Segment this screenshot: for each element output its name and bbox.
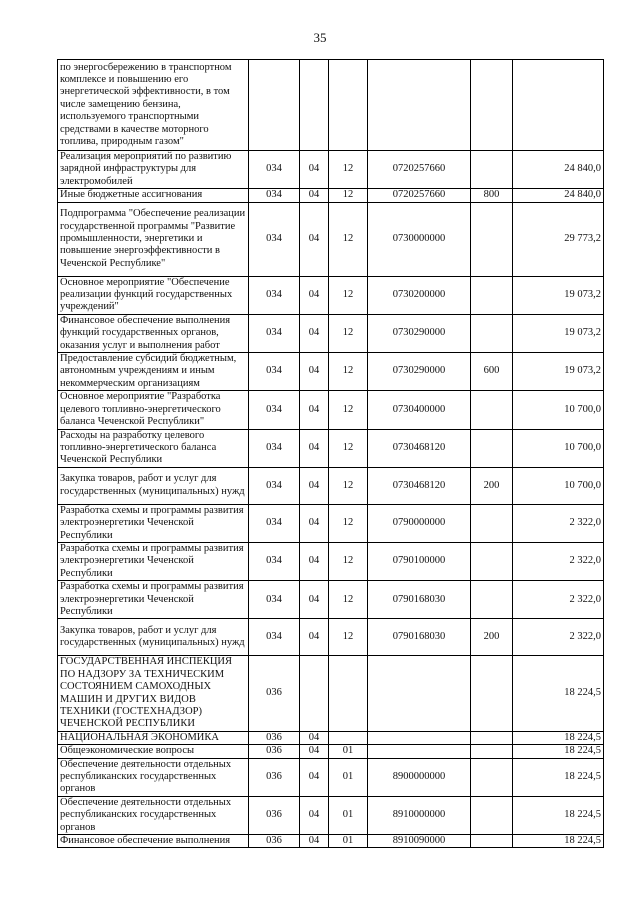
row-pr <box>329 656 368 731</box>
row-csr <box>368 745 471 758</box>
row-vr <box>471 60 513 151</box>
row-csr: 0730200000 <box>368 276 471 314</box>
table-row <box>58 796 604 834</box>
table-row <box>58 656 604 731</box>
row-csr: 0730468120 <box>368 429 471 467</box>
row-sum: 10 700,0 <box>513 467 604 504</box>
row-csr: 0790168030 <box>368 619 471 656</box>
row-sum: 18 224,5 <box>513 835 604 848</box>
row-ved: 036 <box>249 796 300 834</box>
row-name: Финансовое обеспечение выполнения функций государственных органов, оказания услуг и выполнения работ <box>58 314 249 352</box>
row-sum: 2 322,0 <box>513 581 604 619</box>
table-row <box>58 202 604 276</box>
row-vr <box>471 314 513 352</box>
row-sum: 2 322,0 <box>513 619 604 656</box>
row-rz <box>300 60 329 151</box>
row-ved: 034 <box>249 189 300 202</box>
row-csr <box>368 656 471 731</box>
row-name: Подпрограмма "Обеспечение реализации государственной программы "Развитие промышленности, энергетики и повышение энергоэффективности в Чеченской Республике" <box>58 202 249 276</box>
row-pr: 01 <box>329 745 368 758</box>
row-sum: 24 840,0 <box>513 151 604 189</box>
row-ved: 034 <box>249 619 300 656</box>
row-csr: 0730468120 <box>368 467 471 504</box>
row-vr <box>471 429 513 467</box>
row-pr: 12 <box>329 391 368 429</box>
row-ved: 034 <box>249 276 300 314</box>
row-vr: 600 <box>471 353 513 391</box>
row-rz: 04 <box>300 276 329 314</box>
row-ved: 034 <box>249 429 300 467</box>
row-ved: 034 <box>249 202 300 276</box>
row-name: Реализация мероприятий по развитию зарядной инфраструктуры для электромобилей <box>58 151 249 189</box>
row-rz: 04 <box>300 151 329 189</box>
row-vr <box>471 796 513 834</box>
table-row <box>58 429 604 467</box>
row-ved: 034 <box>249 353 300 391</box>
table-row <box>58 758 604 796</box>
row-pr: 12 <box>329 151 368 189</box>
row-pr: 01 <box>329 835 368 848</box>
row-name: Иные бюджетные ассигнования <box>58 189 249 202</box>
row-csr: 0730000000 <box>368 202 471 276</box>
row-pr: 12 <box>329 429 368 467</box>
row-sum: 19 073,2 <box>513 353 604 391</box>
table-row <box>58 467 604 504</box>
row-pr: 12 <box>329 276 368 314</box>
row-vr <box>471 542 513 580</box>
row-sum: 19 073,2 <box>513 276 604 314</box>
row-vr <box>471 731 513 744</box>
row-vr <box>471 656 513 731</box>
row-rz: 04 <box>300 619 329 656</box>
row-sum: 29 773,2 <box>513 202 604 276</box>
row-name: Расходы на разработку целевого топливно-энергетического баланса Чеченской Республики <box>58 429 249 467</box>
row-ved <box>249 60 300 151</box>
budget-table <box>57 59 604 848</box>
row-rz: 04 <box>300 731 329 744</box>
row-rz: 04 <box>300 758 329 796</box>
row-sum <box>513 60 604 151</box>
table-row <box>58 60 604 151</box>
row-sum: 2 322,0 <box>513 504 604 542</box>
table-row <box>58 391 604 429</box>
row-rz: 04 <box>300 745 329 758</box>
row-vr <box>471 758 513 796</box>
row-vr <box>471 581 513 619</box>
row-rz: 04 <box>300 796 329 834</box>
row-csr: 0790000000 <box>368 504 471 542</box>
row-vr: 200 <box>471 467 513 504</box>
row-name: Основное мероприятие "Обеспечение реализации функций государственных учреждений" <box>58 276 249 314</box>
table-row <box>58 151 604 189</box>
row-pr: 12 <box>329 581 368 619</box>
row-pr <box>329 731 368 744</box>
row-name: Обеспечение деятельности отдельных республиканских государственных органов <box>58 758 249 796</box>
row-name: Общеэкономические вопросы <box>58 745 249 758</box>
row-name: Основное мероприятие "Разработка целевого топливно-энергетического баланса Чеченской Республики" <box>58 391 249 429</box>
row-ved: 036 <box>249 835 300 848</box>
table-row <box>58 581 604 619</box>
row-rz: 04 <box>300 504 329 542</box>
row-ved: 034 <box>249 391 300 429</box>
row-sum: 2 322,0 <box>513 542 604 580</box>
table-row <box>58 353 604 391</box>
row-name: Закупка товаров, работ и услуг для государственных (муниципальных) нужд <box>58 619 249 656</box>
row-rz: 04 <box>300 202 329 276</box>
row-csr: 0720257660 <box>368 151 471 189</box>
row-ved: 036 <box>249 745 300 758</box>
row-csr <box>368 60 471 151</box>
row-ved: 036 <box>249 731 300 744</box>
row-name: Закупка товаров, работ и услуг для государственных (муниципальных) нужд <box>58 467 249 504</box>
row-vr <box>471 835 513 848</box>
row-vr <box>471 504 513 542</box>
row-csr: 8900000000 <box>368 758 471 796</box>
row-rz <box>300 656 329 731</box>
row-sum: 19 073,2 <box>513 314 604 352</box>
row-rz: 04 <box>300 581 329 619</box>
row-ved: 036 <box>249 656 300 731</box>
row-pr: 12 <box>329 314 368 352</box>
row-sum: 18 224,5 <box>513 731 604 744</box>
row-name: Разработка схемы и программы развития электроэнергетики Чеченской Республики <box>58 542 249 580</box>
row-pr: 12 <box>329 542 368 580</box>
row-name: НАЦИОНАЛЬНАЯ ЭКОНОМИКА <box>58 731 249 744</box>
row-ved: 034 <box>249 504 300 542</box>
row-rz: 04 <box>300 467 329 504</box>
table-row <box>58 276 604 314</box>
row-csr: 0730290000 <box>368 353 471 391</box>
table-row <box>58 619 604 656</box>
row-ved: 034 <box>249 314 300 352</box>
row-name: ГОСУДАРСТВЕННАЯ ИНСПЕКЦИЯ ПО НАДЗОРУ ЗА ТЕХНИЧЕСКИМ СОСТОЯНИЕМ САМОХОДНЫХ МАШИН И ДРУГИХ ВИДОВ ТЕХНИКИ (ГОСТЕХНАДЗОР) ЧЕЧЕНСКОЙ РЕСПУБЛИКИ <box>58 656 249 731</box>
row-vr <box>471 202 513 276</box>
row-vr <box>471 276 513 314</box>
row-csr: 0730400000 <box>368 391 471 429</box>
row-pr: 12 <box>329 202 368 276</box>
table-row <box>58 745 604 758</box>
row-ved: 036 <box>249 758 300 796</box>
row-sum: 18 224,5 <box>513 656 604 731</box>
row-ved: 034 <box>249 581 300 619</box>
row-vr <box>471 391 513 429</box>
row-rz: 04 <box>300 353 329 391</box>
row-vr: 200 <box>471 619 513 656</box>
row-pr: 12 <box>329 353 368 391</box>
row-name: Разработка схемы и программы развития электроэнергетики Чеченской Республики <box>58 504 249 542</box>
page-number: 35 <box>313 30 327 45</box>
row-sum: 18 224,5 <box>513 745 604 758</box>
row-name: Разработка схемы и программы развития электроэнергетики Чеченской Республики <box>58 581 249 619</box>
row-name: Обеспечение деятельности отдельных республиканских государственных органов <box>58 796 249 834</box>
row-sum: 24 840,0 <box>513 189 604 202</box>
row-rz: 04 <box>300 542 329 580</box>
row-csr: 0720257660 <box>368 189 471 202</box>
row-ved: 034 <box>249 542 300 580</box>
row-ved: 034 <box>249 467 300 504</box>
row-csr: 8910000000 <box>368 796 471 834</box>
table-row <box>58 189 604 202</box>
row-rz: 04 <box>300 314 329 352</box>
row-sum: 18 224,5 <box>513 796 604 834</box>
row-vr: 800 <box>471 189 513 202</box>
row-csr: 0730290000 <box>368 314 471 352</box>
row-name: Предоставление субсидий бюджетным, автономным учреждениям и иным некоммерческим организациям <box>58 353 249 391</box>
row-rz: 04 <box>300 189 329 202</box>
row-csr <box>368 731 471 744</box>
row-pr: 01 <box>329 758 368 796</box>
row-vr <box>471 151 513 189</box>
row-name: по энергосбережению в транспортном комплексе и повышению его энергетической эффективности, в том числе замещению бензина, используемого транспортными средствами в качестве моторного топлива, природным газом" <box>58 60 249 151</box>
table-row <box>58 542 604 580</box>
row-rz: 04 <box>300 835 329 848</box>
row-ved: 034 <box>249 151 300 189</box>
row-vr <box>471 745 513 758</box>
table-row <box>58 314 604 352</box>
row-sum: 10 700,0 <box>513 429 604 467</box>
row-sum: 10 700,0 <box>513 391 604 429</box>
row-csr: 8910090000 <box>368 835 471 848</box>
row-pr: 12 <box>329 189 368 202</box>
table-row <box>58 731 604 744</box>
table-row <box>58 504 604 542</box>
row-csr: 0790100000 <box>368 542 471 580</box>
row-sum: 18 224,5 <box>513 758 604 796</box>
row-pr: 12 <box>329 504 368 542</box>
table-row <box>58 835 604 848</box>
row-rz: 04 <box>300 429 329 467</box>
row-pr <box>329 60 368 151</box>
row-pr: 12 <box>329 619 368 656</box>
row-pr: 12 <box>329 467 368 504</box>
row-name: Финансовое обеспечение выполнения <box>58 835 249 848</box>
row-csr: 0790168030 <box>368 581 471 619</box>
row-rz: 04 <box>300 391 329 429</box>
row-pr: 01 <box>329 796 368 834</box>
